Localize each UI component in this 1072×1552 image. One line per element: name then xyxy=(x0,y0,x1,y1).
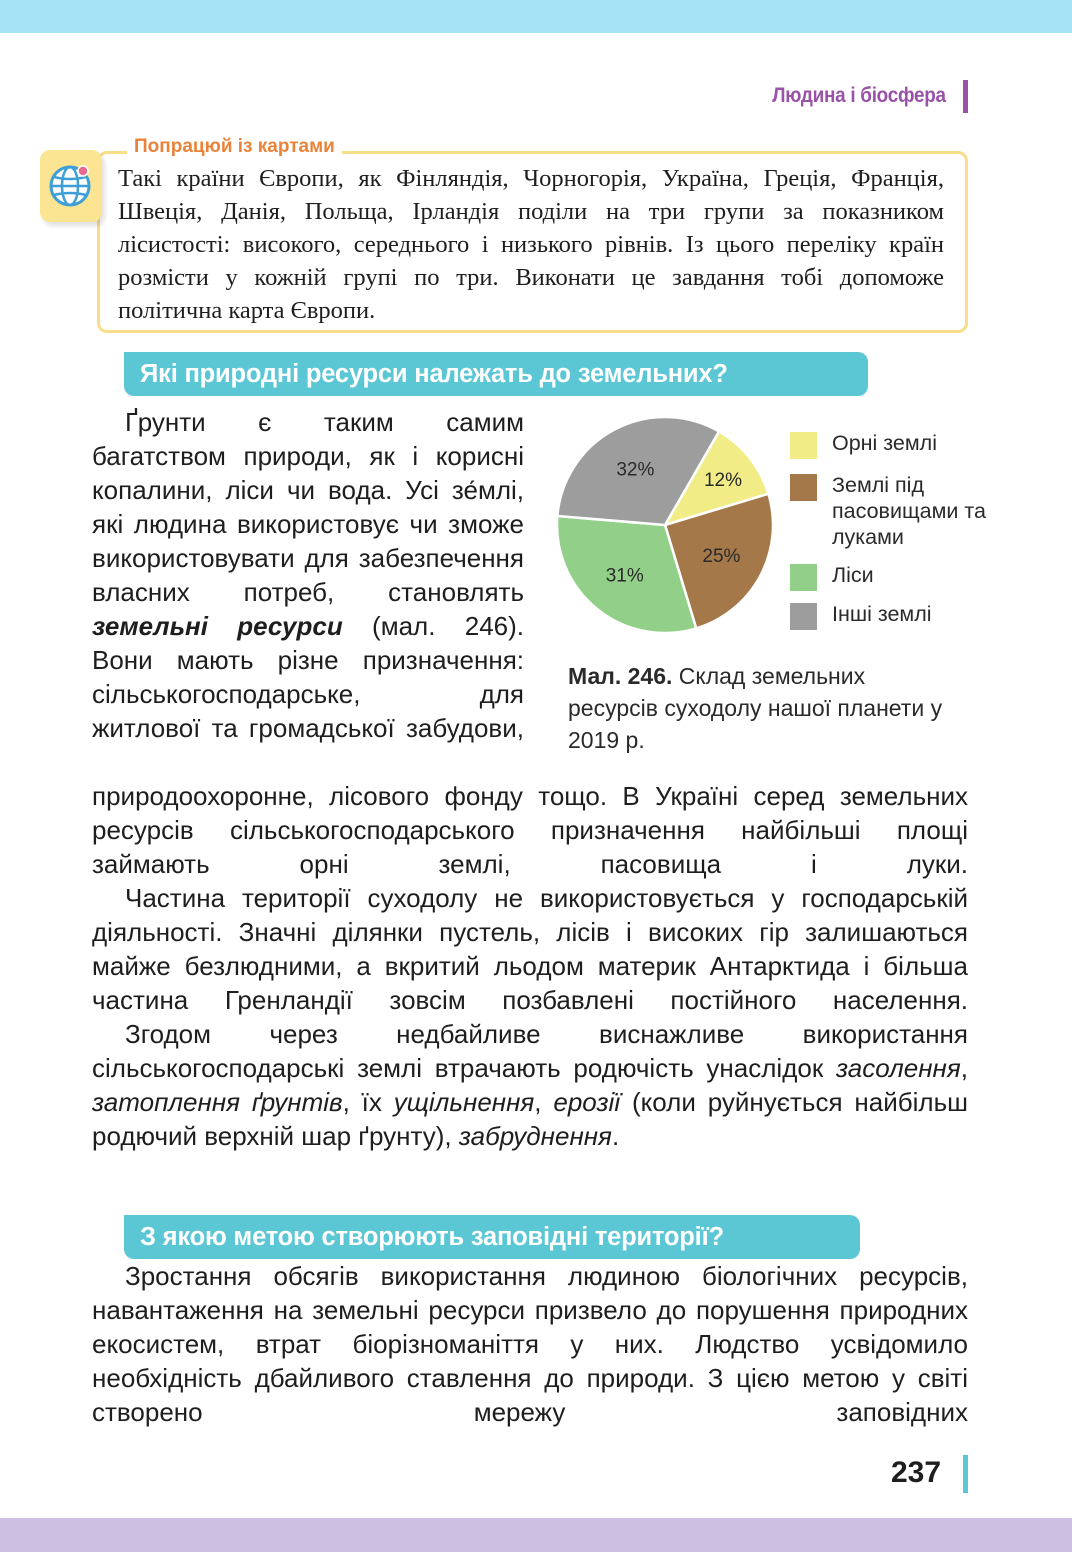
task-text: Такі країни Європи, як Фінляндія, Чорногорія, Україна, Греція, Франція, Швеція, Данія, Польща, Ірландія поділи на три групи за показником лісистості: високого, середнього і низького рівнів. Із цього переліку країн розмісти у кожній групі по три. Виконати це завдання тобі допоможе політична карта Європи. xyxy=(118,165,944,324)
running-head: Людина і біосфера xyxy=(772,84,946,107)
globe-icon xyxy=(46,160,96,210)
term-compaction: ущільнення xyxy=(393,1087,535,1117)
legend-item-pastures xyxy=(790,472,1000,562)
legend-swatch-pastures xyxy=(790,474,817,501)
running-head-bar xyxy=(963,80,968,113)
paragraph-unused-land: Частина території суходолу не використовується у господарській діяльності. Значні ділянки пустель, лісів і високих гір залишаються майже безлюдними, а вкритий льодом материк Антарктида і більша частина Гренландії зовсім позбавлені постійного населення. xyxy=(92,883,968,1015)
top-color-band xyxy=(0,0,1072,33)
pie-label-arable: 12% xyxy=(703,470,743,492)
legend-swatch-other xyxy=(790,603,817,630)
figure-caption xyxy=(568,660,958,756)
legend-label-other: Інші землі xyxy=(832,602,932,626)
term-pollution: забруднення xyxy=(458,1121,612,1151)
section-heading-reserves: З якою метою створюють заповідні території? xyxy=(124,1215,860,1259)
soils-text-part1: Ґрунти є таким самим багатством природи, як і корисні копалини, ліси чи вода. Усі зе́млі, які людина використовує чи зможе використовувати для забезпечення власних потреб, становлять xyxy=(92,407,524,607)
term-waterlogging: затоплення ґрунтів xyxy=(92,1087,343,1117)
term-land-resources: земельні ресурси xyxy=(92,611,343,641)
section2-body xyxy=(92,1259,968,1429)
legend-item-forests xyxy=(790,562,1000,601)
separator-3: , xyxy=(534,1087,554,1117)
legend-label-forests: Ліси xyxy=(832,563,874,587)
legend-item-arable xyxy=(790,430,1000,472)
legend-label-pastures: Землі під пасовищами та луками xyxy=(832,473,986,549)
soils-text-part2: (мал. 246). Вони мають різне призначення: сільськогосподарське, для житлової та громадської забудови, xyxy=(92,611,524,743)
legend-swatch-forests xyxy=(790,564,817,591)
separator-1: , xyxy=(960,1053,968,1083)
term-erosion: ерозії xyxy=(553,1087,621,1117)
degradation-text-end: . xyxy=(611,1121,620,1151)
land-resources-pie-chart xyxy=(556,416,776,636)
paragraph-reserves: Зростання обсягів використання людиною біологічних ресурсів, навантаження на земельні ресурси призвело до порушення природних екосистем, втрат біорізноманіття у них. Людство усвідомило необхідність дбайливого ставлення до природи. З цією метою у світі створено мережу заповідних xyxy=(92,1261,968,1427)
soils-continuation: природоохоронне, лісового фонду тощо. В Україні серед земельних ресурсів сільськогосподарського призначення найбільші площі займають орні землі, пасовища і луки. xyxy=(92,781,968,879)
paragraph-degradation xyxy=(92,1017,968,1153)
legend-label-arable: Орні землі xyxy=(832,431,937,455)
task-icon-tile xyxy=(40,150,102,222)
section1-body xyxy=(92,779,968,1153)
pie-label-forests: 31% xyxy=(605,565,644,587)
degradation-text-b: (коли руйнується найбільш родючий верхній шар ґрунту), xyxy=(92,1087,968,1151)
separator-2: , їх xyxy=(342,1087,394,1117)
figure-label: Мал. 246. xyxy=(568,663,673,689)
paragraph-soils-column xyxy=(92,405,524,745)
degradation-text-a: Згодом через недбайливе виснажливе використання сільськогосподарські землі втрачають родючість унаслідок xyxy=(92,1019,968,1083)
legend-item-other xyxy=(790,601,1000,627)
page-number: 237 xyxy=(891,1456,942,1489)
task-title: Попрацюй із картами xyxy=(127,136,342,158)
section-heading-land-resources: Які природні ресурси належать до земельних? xyxy=(124,352,868,396)
term-salinization: засолення xyxy=(835,1053,961,1083)
pie-label-pastures: 25% xyxy=(702,546,741,568)
figure-caption-text: Склад земельних ресурсів суходолу нашої планети у 2019 р. xyxy=(568,663,943,753)
legend-swatch-arable xyxy=(790,432,817,459)
chart-legend xyxy=(790,430,1000,627)
bottom-color-band xyxy=(0,1518,1072,1552)
page-number-bar xyxy=(963,1455,968,1493)
pie-label-other: 32% xyxy=(616,459,655,481)
